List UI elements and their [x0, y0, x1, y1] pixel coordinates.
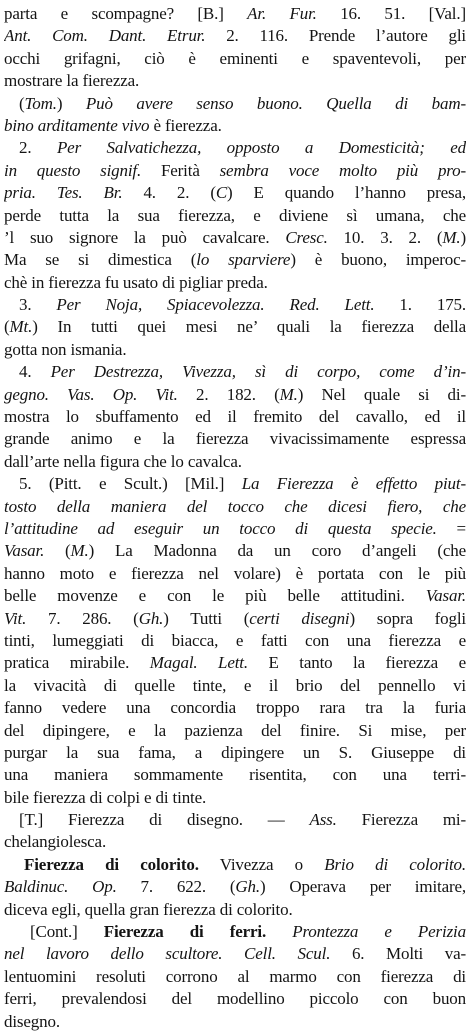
text-segment: disegno. [4, 1011, 60, 1031]
text-segment: in questo signif. [4, 160, 142, 180]
text-segment: M. [70, 541, 89, 561]
text-line [4, 943, 466, 965]
text-segment [266, 922, 292, 941]
text-segment: Magal. Lett. [149, 653, 248, 673]
text-segment: Mt. [9, 317, 33, 337]
text-segment: 2. 182. ( [177, 384, 280, 404]
text-segment: Fierezza mi- [336, 810, 466, 830]
text-segment: Tom. [24, 93, 57, 113]
text-segment: [Cont.] [30, 922, 104, 942]
text-segment: dall’arte nella figura che lo cavalca. [4, 451, 242, 471]
text-segment: 2. [19, 138, 57, 158]
text-segment: bino arditamente vivo [4, 115, 150, 135]
text-segment: lentuomini resoluti corrono al marmo con fierezza di [4, 966, 466, 986]
text-segment: [T.] Fierezza di disegno. — [19, 810, 310, 830]
text-line [4, 652, 466, 674]
text-line [4, 272, 466, 294]
text-segment: Baldinuc. Op. [4, 877, 117, 897]
text-segment: Vasar. [4, 541, 45, 561]
text-segment: Ar. Fur. [247, 4, 317, 23]
text-segment: ) [460, 227, 466, 247]
text-segment: Vit. [4, 608, 27, 628]
text-segment: ) La Madonna da un coro d’angeli (che [88, 541, 466, 561]
text-segment: mostra lo sbuffamento ed il fremito del cavallo, ed il [4, 407, 466, 427]
text-segment: ’l suo signore la può cavalcare. [4, 227, 286, 247]
text-segment: tinti, lumeggiati di biacca, e fatti con una fierezza e [4, 630, 466, 650]
text-segment: parta e scompagne? [B.] [4, 4, 248, 23]
text-segment: E tanto la fierezza e [247, 653, 466, 673]
text-segment: Fierezza di colorito. [24, 854, 199, 874]
text-segment: pratica mirabile. [4, 653, 150, 673]
text-line [4, 294, 466, 316]
text-segment: è fierezza. [149, 115, 222, 135]
text-line [4, 3, 466, 25]
text-segment: C [215, 183, 228, 203]
text-segment: nel lavoro dello scultore. Cell. Scul. [4, 944, 331, 964]
text-line [4, 428, 466, 450]
text-segment: ferri, prevalendosi del modellino piccolo con buon [4, 989, 466, 1009]
text-segment: = [436, 518, 466, 538]
text-line [4, 630, 466, 652]
text-segment: 7. 622. ( [116, 877, 236, 897]
text-line [4, 675, 466, 697]
text-line [4, 361, 466, 383]
text-segment: ) sopra fogli [349, 608, 466, 628]
text-segment: lo sparviere [196, 250, 291, 270]
text-segment: 1. 175. [374, 295, 466, 315]
text-segment: la vivacità di quelle tinte, e il brio del pennello vi [4, 675, 466, 695]
text-line [4, 205, 466, 227]
text-line [4, 809, 466, 831]
text-segment: M. [279, 384, 298, 404]
text-segment: mostrare la fierezza. [4, 71, 140, 91]
text-segment: ) Operava per imitare, [259, 877, 466, 897]
text-line [4, 451, 466, 473]
text-segment: Gh. [138, 608, 164, 628]
text-line [4, 988, 466, 1010]
text-segment: Per Salvatichezza, opposto a Domesticità; ed [56, 138, 466, 158]
text-segment: occhi grifagni, ciò è eminenti e spaventevoli, per [4, 48, 466, 68]
text-line [4, 831, 466, 853]
text-segment: Vasar. [425, 586, 466, 606]
text-segment: belle movenze e con le più belle attitudini. [4, 586, 426, 606]
text-segment: perde tutta la sua fierezza, e diviene sì umana, che [4, 205, 466, 225]
text-segment: ) Tutti ( [163, 608, 250, 628]
text-segment: chè in fierezza fu usato di pigliar preda. [4, 272, 268, 292]
text-line [4, 518, 466, 540]
text-line [4, 966, 466, 988]
text-segment: Brio di colorito. [324, 854, 466, 874]
text-line [4, 496, 466, 518]
text-segment: 16. 51. [Val.] [316, 4, 466, 23]
text-line [4, 339, 466, 361]
text-segment: l’attitudine ad eseguir un tocco di questa specie. [4, 518, 437, 538]
text-line [4, 563, 466, 585]
text-line [4, 473, 466, 495]
text-segment: gegno. Vas. Op. Vit. [4, 384, 178, 404]
text-segment: 7. 286. ( [26, 608, 139, 628]
text-line [4, 70, 466, 92]
text-segment: bile fierezza di colpi e di tinte. [4, 787, 207, 807]
text-segment: pria. Tes. Br. [4, 183, 123, 203]
text-segment: una maniera sommamente risentita, con una terri- [4, 765, 466, 785]
text-line [4, 25, 466, 47]
text-segment: Fierezza di ferri. [103, 922, 267, 942]
text-segment: ( [19, 93, 25, 113]
text-line [4, 182, 466, 204]
text-line [4, 93, 466, 115]
text-line [4, 921, 466, 943]
text-segment: 10. 3. 2. ( [327, 227, 443, 247]
text-segment: ) In tutti quei mesi ne’ quali la fierezza della [32, 317, 466, 337]
text-segment: Per Destrezza, Vivezza, sì di corpo, come d’in- [50, 362, 466, 382]
text-segment: fanno vedere una concordia troppo rara tra la furia [4, 698, 466, 718]
text-segment: 4. [19, 362, 51, 382]
text-segment: gotta non ismania. [4, 339, 127, 359]
text-line [4, 876, 466, 898]
text-segment: Può avere senso buono. Quella di bam- [85, 93, 466, 113]
text-segment: Vivezza o [198, 854, 325, 874]
text-segment: 3. [19, 295, 57, 315]
text-line [4, 742, 466, 764]
text-segment: Prontezza e Perizia [292, 922, 466, 942]
text-segment: 6. Molti va- [330, 944, 466, 964]
text-segment: chelangiolesca. [4, 832, 107, 852]
text-segment: La Fierezza è effetto piut- [241, 474, 466, 494]
text-segment: hanno moto e fierezza nel volare) è portata con le più [4, 563, 466, 583]
text-segment: 5. (Pitt. e Scult.) [Mil.] [19, 474, 242, 494]
text-segment: Ma se si dimestica ( [4, 250, 197, 270]
text-segment: tosto della maniera del tocco che dicesi fiero, che [4, 496, 466, 516]
text-line [4, 787, 466, 809]
text-segment: diceva egli, quella gran fierezza di colorito. [4, 899, 293, 919]
text-segment: certi disegni [249, 608, 350, 628]
text-segment: grande animo e la fierezza vivacissimamente espressa [4, 429, 466, 449]
text-line [4, 48, 466, 70]
text-line [4, 115, 466, 137]
text-segment: 2. 116. Prende l’autore gli [205, 26, 466, 46]
text-line [4, 137, 466, 159]
text-line [4, 899, 466, 921]
text-line [4, 1011, 466, 1033]
text-segment: Ass. [309, 810, 337, 830]
text-line [4, 608, 466, 630]
text-line [4, 227, 466, 249]
text-line [4, 764, 466, 786]
text-segment: ) E quando l’hanno presa, [227, 183, 466, 203]
text-line [4, 316, 466, 338]
text-segment: Gh. [235, 877, 260, 897]
text-line [4, 720, 466, 742]
text-segment: ) è buono, imperoc- [290, 250, 466, 270]
text-line [4, 160, 466, 182]
text-segment: ) [56, 93, 86, 113]
text-line [4, 384, 466, 406]
text-segment: Per Noja, Spiacevolezza. Red. Lett. [56, 295, 375, 315]
text-segment: Ant. Com. Dant. Etrur. [4, 26, 206, 46]
text-segment: del dipingere, e la pazienza del finire. Si mise, per [4, 720, 466, 740]
text-segment: ) Nel quale si di- [297, 384, 466, 404]
text-segment: ( [44, 541, 71, 561]
text-segment: M. [442, 227, 461, 247]
text-segment: 4. 2. ( [122, 183, 216, 203]
text-line [4, 585, 466, 607]
text-segment: sembra voce molto più pro- [219, 160, 466, 180]
text-line [4, 854, 466, 876]
text-segment: Cresc. [285, 227, 328, 247]
text-line [4, 540, 466, 562]
text-line [4, 249, 466, 271]
text-segment: Ferità [141, 160, 220, 180]
text-segment: ( [4, 317, 10, 337]
text-line [4, 697, 466, 719]
text-segment: purgar la sua fama, a dipingere un S. Giuseppe di [4, 742, 466, 762]
text-line [4, 406, 466, 428]
